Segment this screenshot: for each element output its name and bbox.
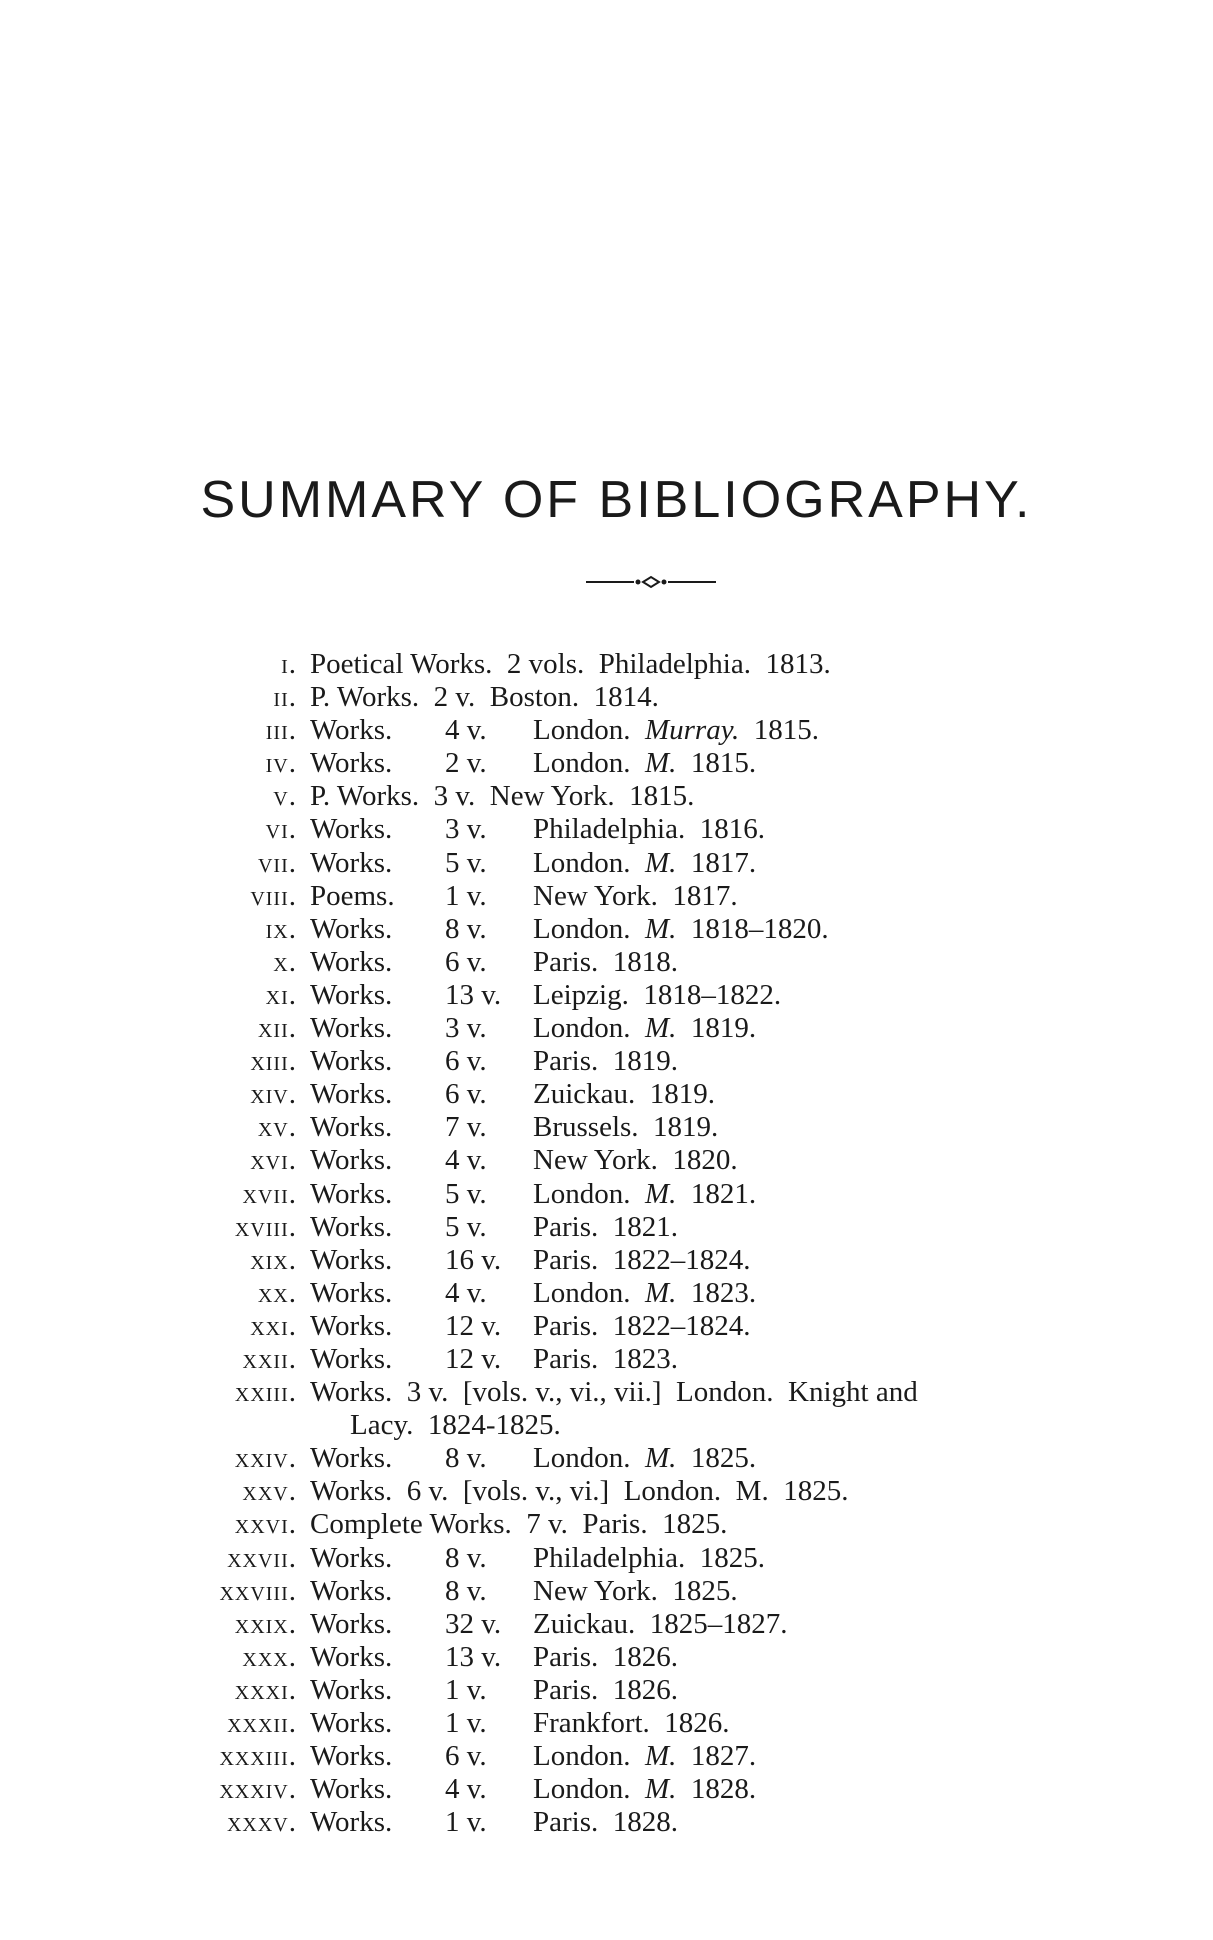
entry-place: Paris. <box>533 945 599 978</box>
entry-volumes: 6 v. <box>445 1078 487 1111</box>
entry-volumes: 8 v. <box>445 1574 487 1607</box>
entry-title: Works. <box>310 1210 393 1243</box>
entry-year: 1819. <box>649 1078 716 1111</box>
entry-volumes: 4 v. <box>445 714 487 747</box>
entry-place: London. <box>533 1740 631 1773</box>
entry-title: Works. <box>310 846 393 879</box>
entry-publisher: M. <box>644 846 677 879</box>
entry-imprint <box>533 847 756 880</box>
entry-number: xxv. <box>242 1475 297 1508</box>
entry-imprint <box>533 1178 756 1211</box>
entry-number: x. <box>273 945 297 978</box>
entry-place: Philadelphia. <box>533 813 686 846</box>
entry-title: Works. <box>310 1342 393 1375</box>
entry-year: 1826. <box>612 1640 678 1673</box>
entry-year: 1816. <box>699 813 765 846</box>
entry-publisher: M. <box>644 747 677 780</box>
entry-text: Complete Works. 7 v. Paris. 1825. <box>310 1508 728 1541</box>
entry-publisher: M. <box>644 912 677 945</box>
entry-text: Works. 6 v. [vols. v., vi.] London. M. 1825. <box>310 1475 849 1508</box>
entry-place: Brussels. <box>533 1111 639 1144</box>
entry-text: P. Works. 2 v. Boston. 1814. <box>310 681 659 714</box>
entry-volumes: 3 v. <box>445 1012 487 1045</box>
entry-year: 1819. <box>653 1111 719 1144</box>
entry-number: xiii. <box>250 1045 297 1078</box>
entry-place: London. <box>533 1276 631 1309</box>
entry-title: Works. <box>310 714 393 747</box>
entry-title: Works. <box>310 945 393 978</box>
entry-volumes: 32 v. <box>445 1607 502 1640</box>
bibliography-entry <box>0 979 1213 1012</box>
bibliography-entry <box>0 1608 1213 1641</box>
entry-year: 1823. <box>612 1342 678 1375</box>
entry-number: xxxi. <box>234 1673 297 1706</box>
entry-imprint <box>533 1277 756 1310</box>
entry-year: 1817. <box>672 879 738 912</box>
entry-imprint <box>533 1641 678 1674</box>
entry-volumes: 8 v. <box>445 912 487 945</box>
entry-year: 1819. <box>690 1012 757 1045</box>
entry-number: xxvii. <box>227 1541 297 1574</box>
entry-number: xviii. <box>234 1210 297 1243</box>
entry-number: xi. <box>265 978 297 1011</box>
entry-imprint <box>533 1806 678 1839</box>
entry-title: Works. <box>310 1740 393 1773</box>
entry-year: 1819. <box>612 1045 678 1078</box>
entry-title: Works. <box>310 1144 393 1177</box>
entry-title: Works. <box>310 813 393 846</box>
bibliography-entry <box>0 1508 1213 1541</box>
entry-title: Works. <box>310 1012 393 1045</box>
entry-number: xx. <box>257 1276 297 1309</box>
entry-title: Works. <box>310 1773 393 1806</box>
entry-volumes: 1 v. <box>445 879 487 912</box>
entry-year: 1817. <box>690 846 757 879</box>
bibliography-entry <box>0 1707 1213 1740</box>
bibliography-entry <box>0 880 1213 913</box>
entry-title: Works. <box>310 1707 393 1739</box>
bibliography-entry <box>0 1442 1213 1475</box>
entry-volumes: 4 v. <box>445 1276 487 1309</box>
entry-place: London. <box>533 714 631 747</box>
entry-title: Works. <box>310 1111 393 1144</box>
entry-volumes: 13 v. <box>445 1640 502 1673</box>
bibliography-entry <box>0 1773 1213 1806</box>
entry-place: Paris. <box>533 1673 599 1706</box>
entry-volumes: 16 v. <box>445 1243 502 1276</box>
entry-title: Works. <box>310 1607 393 1640</box>
entry-imprint <box>533 747 756 780</box>
entry-title: Works. <box>310 1673 393 1706</box>
entry-volumes: 3 v. <box>445 813 487 846</box>
entry-year: 1821. <box>690 1177 757 1210</box>
bibliography-entry <box>0 1575 1213 1608</box>
entry-publisher: M. <box>644 1740 677 1773</box>
entry-number: i. <box>281 648 297 680</box>
bibliography-entry <box>0 1078 1213 1111</box>
entry-place: New York. <box>533 1574 658 1607</box>
entry-year: 1815. <box>690 747 757 780</box>
entry-volumes: 8 v. <box>445 1442 487 1475</box>
entry-volumes: 4 v. <box>445 1144 487 1177</box>
entry-year: 1822–1824. <box>612 1309 751 1342</box>
entry-year: 1826. <box>612 1673 678 1706</box>
bibliography-entry <box>0 648 1213 681</box>
entry-year: 1825. <box>672 1574 738 1607</box>
bibliography-entry <box>0 1806 1213 1839</box>
entry-number: vii. <box>257 846 297 879</box>
bibliography-entry <box>0 1211 1213 1244</box>
entry-imprint <box>533 1244 751 1277</box>
bibliography-entry <box>0 1144 1213 1177</box>
entry-place: London. <box>533 1012 631 1045</box>
entry-year: 1827. <box>690 1740 757 1773</box>
entry-number: xiv. <box>250 1078 297 1111</box>
entry-place: Zuickau. <box>533 1607 636 1640</box>
entry-imprint <box>533 1707 730 1740</box>
entry-place: Paris. <box>533 1309 599 1342</box>
entry-place: London. <box>533 1177 631 1210</box>
entry-text: Poetical Works. 2 vols. Philadelphia. 1813. <box>310 648 831 680</box>
entry-imprint <box>533 913 829 946</box>
entry-title: Works. <box>310 1177 393 1210</box>
entry-number: vi. <box>265 813 297 846</box>
entry-imprint <box>533 1343 678 1376</box>
entry-imprint <box>533 979 781 1012</box>
entry-number: xxiv. <box>234 1442 297 1475</box>
entry-number: viii. <box>250 879 297 912</box>
bibliography-entry <box>0 1178 1213 1211</box>
entry-place: London. <box>533 1773 631 1806</box>
entry-volumes: 5 v. <box>445 846 487 879</box>
bibliography-entry <box>0 780 1213 813</box>
entry-number: ix. <box>265 912 297 945</box>
entry-publisher: M. <box>644 1276 677 1309</box>
entry-imprint <box>533 1111 718 1144</box>
entry-number: xxxv. <box>226 1806 297 1839</box>
entry-year: 1815. <box>753 714 819 747</box>
entry-number: xvii. <box>242 1177 297 1210</box>
entry-place: London. <box>533 747 631 780</box>
entry-volumes: 1 v. <box>445 1673 487 1706</box>
entry-number: xv. <box>257 1111 297 1144</box>
entry-year: 1818. <box>612 945 678 978</box>
entry-imprint <box>533 1078 715 1111</box>
entry-title: Works. <box>310 1442 393 1475</box>
entry-number: iv. <box>265 747 297 780</box>
bibliography-entry <box>0 847 1213 880</box>
entry-volumes: 12 v. <box>445 1342 502 1375</box>
entry-title: Works. <box>310 1243 393 1276</box>
entry-imprint <box>533 813 765 846</box>
entry-title: Poems. <box>310 879 395 912</box>
entry-title: Works. <box>310 1806 393 1839</box>
entry-number: iii. <box>265 714 297 747</box>
entry-publisher: M. <box>644 1773 677 1806</box>
entry-volumes: 1 v. <box>445 1806 487 1839</box>
entry-year: 1826. <box>664 1707 730 1739</box>
entry-imprint <box>533 714 819 747</box>
entry-text: P. Works. 3 v. New York. 1815. <box>310 780 695 813</box>
entry-title: Works. <box>310 1309 393 1342</box>
entry-year: 1823. <box>690 1276 757 1309</box>
bibliography-entry <box>0 1045 1213 1078</box>
entry-title: Works. <box>310 1640 393 1673</box>
entry-year: 1828. <box>612 1806 678 1839</box>
entry-volumes: 4 v. <box>445 1773 487 1806</box>
entry-imprint <box>533 1442 756 1475</box>
entry-place: New York. <box>533 879 658 912</box>
entry-volumes: 1 v. <box>445 1707 487 1739</box>
entry-place: Zuickau. <box>533 1078 636 1111</box>
entry-year: 1828. <box>690 1773 757 1806</box>
entry-number: xxiii. <box>234 1376 297 1409</box>
entry-imprint <box>533 946 678 979</box>
entry-year: 1825. <box>690 1442 757 1475</box>
entry-title: Works. <box>310 1045 393 1078</box>
entry-place: London. <box>533 846 631 879</box>
entry-volumes: 5 v. <box>445 1177 487 1210</box>
bibliography-entry <box>0 1674 1213 1707</box>
entry-imprint <box>533 1144 738 1177</box>
entry-imprint <box>533 1012 756 1045</box>
entry-number: xxviii. <box>219 1574 297 1607</box>
entry-volumes: 7 v. <box>445 1111 487 1144</box>
entry-publisher: M. <box>644 1177 677 1210</box>
entry-title: Works. <box>310 1078 393 1111</box>
entry-imprint <box>533 1674 678 1707</box>
entry-place: Paris. <box>533 1243 599 1276</box>
entry-number: xxi. <box>250 1309 297 1342</box>
entry-imprint <box>533 1542 765 1575</box>
entry-place: Paris. <box>533 1210 599 1243</box>
bibliography-entry <box>0 1641 1213 1674</box>
entry-title: Works. <box>310 1276 393 1309</box>
bibliography-entry <box>0 1277 1213 1310</box>
entry-place: Leipzig. <box>533 978 629 1011</box>
entry-imprint <box>533 1575 738 1608</box>
entry-text: Works. 3 v. [vols. v., vi., vii.] London. Knight and <box>310 1376 918 1409</box>
bibliography-entry <box>0 1244 1213 1277</box>
bibliography-entry <box>0 1012 1213 1045</box>
page-title: SUMMARY OF BIBLIOGRAPHY. <box>200 471 1033 529</box>
entry-title: Works. <box>310 912 393 945</box>
ornament-divider-icon <box>586 574 716 590</box>
entry-imprint <box>533 1310 751 1343</box>
bibliography-entry <box>0 1542 1213 1575</box>
entry-year: 1818–1820. <box>690 912 829 945</box>
entry-title: Works. <box>310 1541 393 1574</box>
entry-place: Paris. <box>533 1640 599 1673</box>
entry-number: xvi. <box>250 1144 297 1177</box>
entry-volumes: 5 v. <box>445 1210 487 1243</box>
entry-volumes: 2 v. <box>445 747 487 780</box>
entry-year: 1825–1827. <box>649 1607 788 1640</box>
entry-number: xix. <box>250 1243 297 1276</box>
entry-number: ii. <box>273 681 297 714</box>
entry-number: xxxii. <box>227 1707 297 1739</box>
entry-volumes: 12 v. <box>445 1309 502 1342</box>
entry-number: xii. <box>257 1012 297 1045</box>
bibliography-entry <box>0 1376 1213 1442</box>
entry-publisher: Murray. <box>644 714 740 747</box>
entry-number: xxix. <box>234 1607 297 1640</box>
entry-title: Works. <box>310 978 393 1011</box>
entry-volumes: 6 v. <box>445 945 487 978</box>
bibliography-entry <box>0 1740 1213 1773</box>
bibliography-entry <box>0 813 1213 846</box>
entry-number: xxxiii. <box>219 1740 297 1773</box>
entry-number: v. <box>273 780 297 813</box>
entry-year: 1821. <box>612 1210 678 1243</box>
bibliography-entry <box>0 681 1213 714</box>
bibliography-list <box>0 648 1213 1839</box>
entry-number: xxx. <box>242 1640 297 1673</box>
entry-place: London. <box>533 912 631 945</box>
bibliography-entry <box>0 714 1213 747</box>
entry-year: 1825. <box>699 1541 765 1574</box>
entry-year: 1818–1822. <box>643 978 782 1011</box>
entry-year: 1822–1824. <box>612 1243 751 1276</box>
entry-imprint <box>533 1608 788 1641</box>
bibliography-entry <box>0 1111 1213 1144</box>
entry-place: Paris. <box>533 1806 599 1839</box>
entry-imprint <box>533 1045 678 1078</box>
entry-volumes: 6 v. <box>445 1740 487 1773</box>
entry-number: xxxiv. <box>219 1773 297 1806</box>
entry-publisher: M. <box>644 1012 677 1045</box>
entry-volumes: 8 v. <box>445 1541 487 1574</box>
entry-imprint <box>533 1740 756 1773</box>
entry-place: New York. <box>533 1144 658 1177</box>
entry-number: xxii. <box>242 1342 297 1375</box>
entry-publisher: M. <box>644 1442 677 1475</box>
entry-place: Paris. <box>533 1342 599 1375</box>
bibliography-entry <box>0 913 1213 946</box>
bibliography-entry <box>0 1343 1213 1376</box>
bibliography-entry <box>0 1475 1213 1508</box>
entry-text-continued: Lacy. 1824-1825. <box>350 1409 561 1442</box>
entry-place: Philadelphia. <box>533 1541 686 1574</box>
entry-place: Paris. <box>533 1045 599 1078</box>
bibliography-entry <box>0 747 1213 780</box>
entry-place: Frankfort. <box>533 1707 650 1739</box>
entry-imprint <box>533 880 738 913</box>
entry-volumes: 6 v. <box>445 1045 487 1078</box>
entry-year: 1820. <box>672 1144 738 1177</box>
entry-title: Works. <box>310 1574 393 1607</box>
entry-imprint <box>533 1773 756 1806</box>
entry-place: London. <box>533 1442 631 1475</box>
entry-volumes: 13 v. <box>445 978 502 1011</box>
bibliography-entry <box>0 1310 1213 1343</box>
entry-number: xxvi. <box>234 1508 297 1541</box>
entry-imprint <box>533 1211 678 1244</box>
bibliography-entry <box>0 946 1213 979</box>
entry-title: Works. <box>310 747 393 780</box>
